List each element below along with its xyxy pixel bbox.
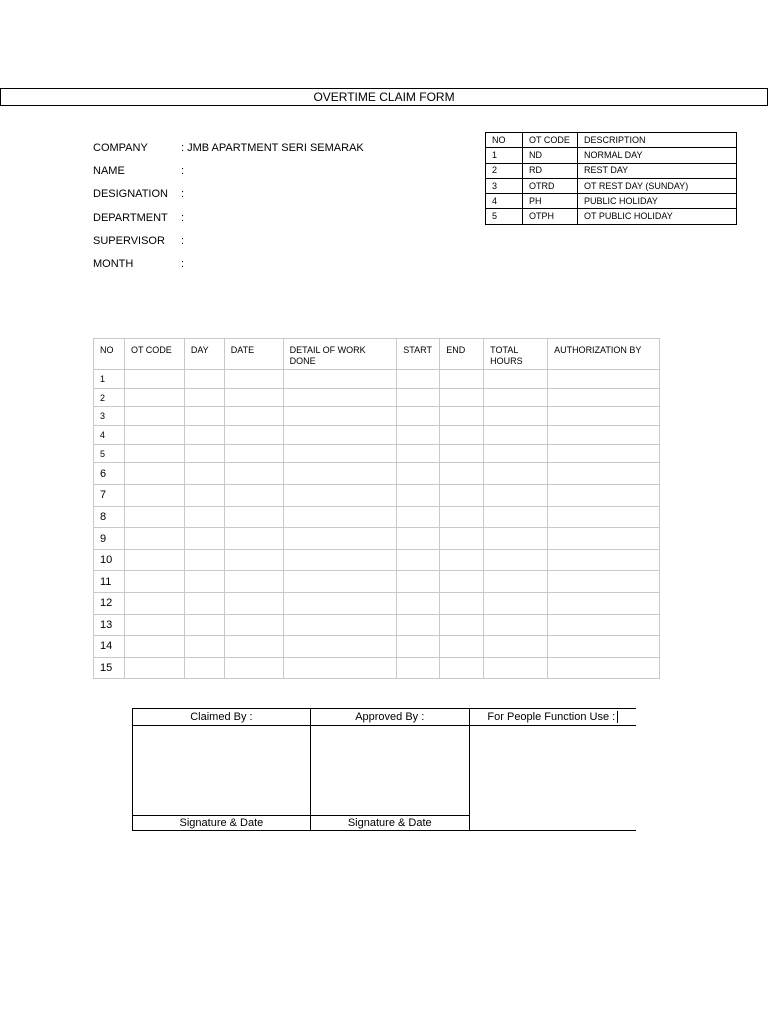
table-row [94,485,660,507]
day-cell[interactable] [184,444,224,463]
table-row [94,657,660,679]
authorization-cell[interactable] [548,657,660,679]
end-cell[interactable] [440,426,484,445]
legend-description: OT PUBLIC HOLIDAY [578,209,737,224]
authorization-cell[interactable] [548,426,660,445]
approved-by-signature-area[interactable] [310,726,469,816]
date-cell[interactable] [224,506,283,528]
total-hours-cell[interactable] [484,636,548,658]
date-cell[interactable] [224,370,283,389]
detail-cell[interactable] [283,506,397,528]
date-cell[interactable] [224,614,283,636]
end-cell[interactable] [440,388,484,407]
ot-code-cell[interactable] [124,388,184,407]
total-hours-cell[interactable] [484,444,548,463]
start-cell[interactable] [397,463,440,485]
date-cell[interactable] [224,657,283,679]
info-row-name [93,159,364,182]
day-cell[interactable] [184,426,224,445]
authorization-cell[interactable] [548,549,660,571]
legend-code: OTPH [523,209,578,224]
legend-no: 3 [486,178,523,193]
start-cell[interactable] [397,370,440,389]
total-hours-cell[interactable] [484,571,548,593]
name-label: NAME [93,164,125,177]
total-hours-cell[interactable] [484,593,548,615]
no-cell: 11 [94,571,125,593]
company-label: COMPANY [93,141,148,154]
authorization-cell[interactable] [548,370,660,389]
total-hours-cell[interactable] [484,388,548,407]
no-cell: 5 [94,444,125,463]
table-row [94,614,660,636]
ot-code-cell[interactable] [124,407,184,426]
people-function-label [469,709,636,726]
authorization-cell[interactable] [548,388,660,407]
ot-code-cell[interactable] [124,614,184,636]
month-value: : [181,258,185,271]
company-value: : JMB APARTMENT SERI SEMARAK [181,141,364,154]
ot-code-cell[interactable] [124,485,184,507]
day-cell[interactable] [184,407,224,426]
authorization-cell[interactable] [548,636,660,658]
day-cell[interactable] [184,549,224,571]
info-row-designation [93,183,364,206]
authorization-cell[interactable] [548,444,660,463]
legend-row [486,178,737,193]
legend-description: OT REST DAY (SUNDAY) [578,178,737,193]
end-cell[interactable] [440,463,484,485]
ot-code-legend-table [485,132,737,225]
authorization-cell[interactable] [548,528,660,550]
detail-cell[interactable] [283,407,397,426]
month-label: MONTH [93,258,134,271]
ot-code-cell[interactable] [124,426,184,445]
designation-value: : [181,188,185,201]
total-hours-cell[interactable] [484,528,548,550]
department-label: DEPARTMENT [93,211,168,224]
supervisor-value: : [181,234,185,247]
day-cell[interactable] [184,528,224,550]
authorization-cell[interactable] [548,463,660,485]
legend-code: ND [523,148,578,163]
no-cell: 6 [94,463,125,485]
total-hours-cell[interactable] [484,485,548,507]
table-row [94,370,660,389]
table-row [94,593,660,615]
detail-cell[interactable] [283,593,397,615]
detail-cell[interactable] [283,444,397,463]
total-hours-cell[interactable] [484,549,548,571]
no-cell: 3 [94,407,125,426]
legend-row [486,194,737,209]
end-cell[interactable] [440,528,484,550]
detail-cell[interactable] [283,528,397,550]
ot-code-cell[interactable] [124,444,184,463]
department-value: : [181,211,185,224]
start-cell[interactable] [397,593,440,615]
start-cell[interactable] [397,549,440,571]
info-row-company [93,136,364,159]
no-cell: 8 [94,506,125,528]
table-row [94,506,660,528]
name-value: : [181,164,185,177]
day-cell[interactable] [184,370,224,389]
date-cell[interactable] [224,528,283,550]
start-cell[interactable] [397,444,440,463]
header-ot-code: OT CODE [124,339,184,370]
total-hours-cell[interactable] [484,657,548,679]
detail-cell[interactable] [283,426,397,445]
header-total-hours: TOTAL HOURS [484,339,548,370]
signature-space-row [133,726,637,816]
legend-code: PH [523,194,578,209]
header-no: NO [94,339,125,370]
ot-code-cell[interactable] [124,593,184,615]
legend-no: 1 [486,148,523,163]
no-cell: 1 [94,370,125,389]
authorization-cell[interactable] [548,407,660,426]
date-cell[interactable] [224,549,283,571]
ot-code-cell[interactable] [124,549,184,571]
detail-cell[interactable] [283,614,397,636]
total-hours-cell[interactable] [484,463,548,485]
authorization-cell[interactable] [548,593,660,615]
end-cell[interactable] [440,571,484,593]
day-cell[interactable] [184,571,224,593]
designation-label: DESIGNATION [93,188,168,201]
end-cell[interactable] [440,593,484,615]
start-cell[interactable] [397,528,440,550]
start-cell[interactable] [397,657,440,679]
ot-code-cell[interactable] [124,370,184,389]
no-cell: 2 [94,388,125,407]
table-row [94,388,660,407]
legend-row [486,209,737,224]
no-cell: 13 [94,614,125,636]
start-cell[interactable] [397,614,440,636]
end-cell[interactable] [440,407,484,426]
no-cell: 4 [94,426,125,445]
date-cell[interactable] [224,485,283,507]
table-row [94,636,660,658]
header-detail-of-work: DETAIL OF WORK DONE [283,339,397,370]
start-cell[interactable] [397,571,440,593]
date-cell[interactable] [224,593,283,615]
end-cell[interactable] [440,506,484,528]
header-end: END [440,339,484,370]
signature-header-row [133,709,637,726]
claimed-by-label: Claimed By : [133,709,311,726]
detail-cell[interactable] [283,657,397,679]
ot-code-cell[interactable] [124,657,184,679]
day-cell[interactable] [184,614,224,636]
start-cell[interactable] [397,485,440,507]
ot-header-row [94,339,660,370]
detail-cell[interactable] [283,485,397,507]
table-row [94,571,660,593]
legend-no: 2 [486,163,523,178]
detail-cell[interactable] [283,636,397,658]
overtime-entries-table [93,338,660,679]
header-start: START [397,339,440,370]
legend-code: OTRD [523,178,578,193]
legend-description: NORMAL DAY [578,148,737,163]
legend-header-no: NO [486,133,523,148]
info-row-supervisor [93,229,364,252]
header-date: DATE [224,339,283,370]
no-cell: 15 [94,657,125,679]
detail-cell[interactable] [283,370,397,389]
table-row [94,444,660,463]
date-cell[interactable] [224,636,283,658]
date-cell[interactable] [224,407,283,426]
day-cell[interactable] [184,485,224,507]
day-cell[interactable] [184,463,224,485]
approved-signature-date-label: Signature & Date [310,816,469,831]
detail-cell[interactable] [283,549,397,571]
ot-code-cell[interactable] [124,528,184,550]
legend-header-code: OT CODE [523,133,578,148]
people-function-text: For People Function Use : [487,711,618,723]
detail-cell[interactable] [283,463,397,485]
supervisor-label: SUPERVISOR [93,234,165,247]
info-row-month [93,252,364,275]
date-cell[interactable] [224,571,283,593]
table-row [94,407,660,426]
total-hours-cell[interactable] [484,407,548,426]
approved-by-label: Approved By : [310,709,469,726]
total-hours-cell[interactable] [484,426,548,445]
authorization-cell[interactable] [548,506,660,528]
employee-info [93,136,364,276]
table-row [94,426,660,445]
end-cell[interactable] [440,549,484,571]
start-cell[interactable] [397,636,440,658]
start-cell[interactable] [397,407,440,426]
start-cell[interactable] [397,388,440,407]
no-cell: 14 [94,636,125,658]
info-row-department [93,206,364,229]
legend-no: 5 [486,209,523,224]
end-cell[interactable] [440,370,484,389]
total-hours-cell[interactable] [484,506,548,528]
end-cell[interactable] [440,657,484,679]
authorization-cell[interactable] [548,614,660,636]
total-hours-cell[interactable] [484,614,548,636]
no-cell: 7 [94,485,125,507]
ot-code-cell[interactable] [124,506,184,528]
date-cell[interactable] [224,426,283,445]
claimed-signature-date-label: Signature & Date [133,816,311,831]
legend-no: 4 [486,194,523,209]
table-row [94,463,660,485]
detail-cell[interactable] [283,571,397,593]
legend-row [486,148,737,163]
total-hours-cell[interactable] [484,370,548,389]
day-cell[interactable] [184,388,224,407]
no-cell: 12 [94,593,125,615]
authorization-cell[interactable] [548,571,660,593]
people-function-area[interactable] [469,726,636,831]
legend-description: REST DAY [578,163,737,178]
header-authorization-by: AUTHORIZATION BY [548,339,660,370]
legend-description: PUBLIC HOLIDAY [578,194,737,209]
header-day: DAY [184,339,224,370]
legend-row [486,163,737,178]
signature-block [132,708,636,831]
no-cell: 9 [94,528,125,550]
form-title: OVERTIME CLAIM FORM [0,88,768,106]
date-cell[interactable] [224,463,283,485]
table-row [94,528,660,550]
ot-code-cell[interactable] [124,636,184,658]
date-cell[interactable] [224,444,283,463]
end-cell[interactable] [440,485,484,507]
table-row [94,549,660,571]
start-cell[interactable] [397,506,440,528]
day-cell[interactable] [184,636,224,658]
end-cell[interactable] [440,636,484,658]
day-cell[interactable] [184,506,224,528]
ot-code-cell[interactable] [124,571,184,593]
legend-code: RD [523,163,578,178]
detail-cell[interactable] [283,388,397,407]
date-cell[interactable] [224,388,283,407]
claimed-by-signature-area[interactable] [133,726,311,816]
day-cell[interactable] [184,657,224,679]
no-cell: 10 [94,549,125,571]
legend-header-row [486,133,737,148]
ot-code-cell[interactable] [124,463,184,485]
authorization-cell[interactable] [548,485,660,507]
start-cell[interactable] [397,426,440,445]
end-cell[interactable] [440,614,484,636]
legend-header-description: DESCRIPTION [578,133,737,148]
day-cell[interactable] [184,593,224,615]
end-cell[interactable] [440,444,484,463]
